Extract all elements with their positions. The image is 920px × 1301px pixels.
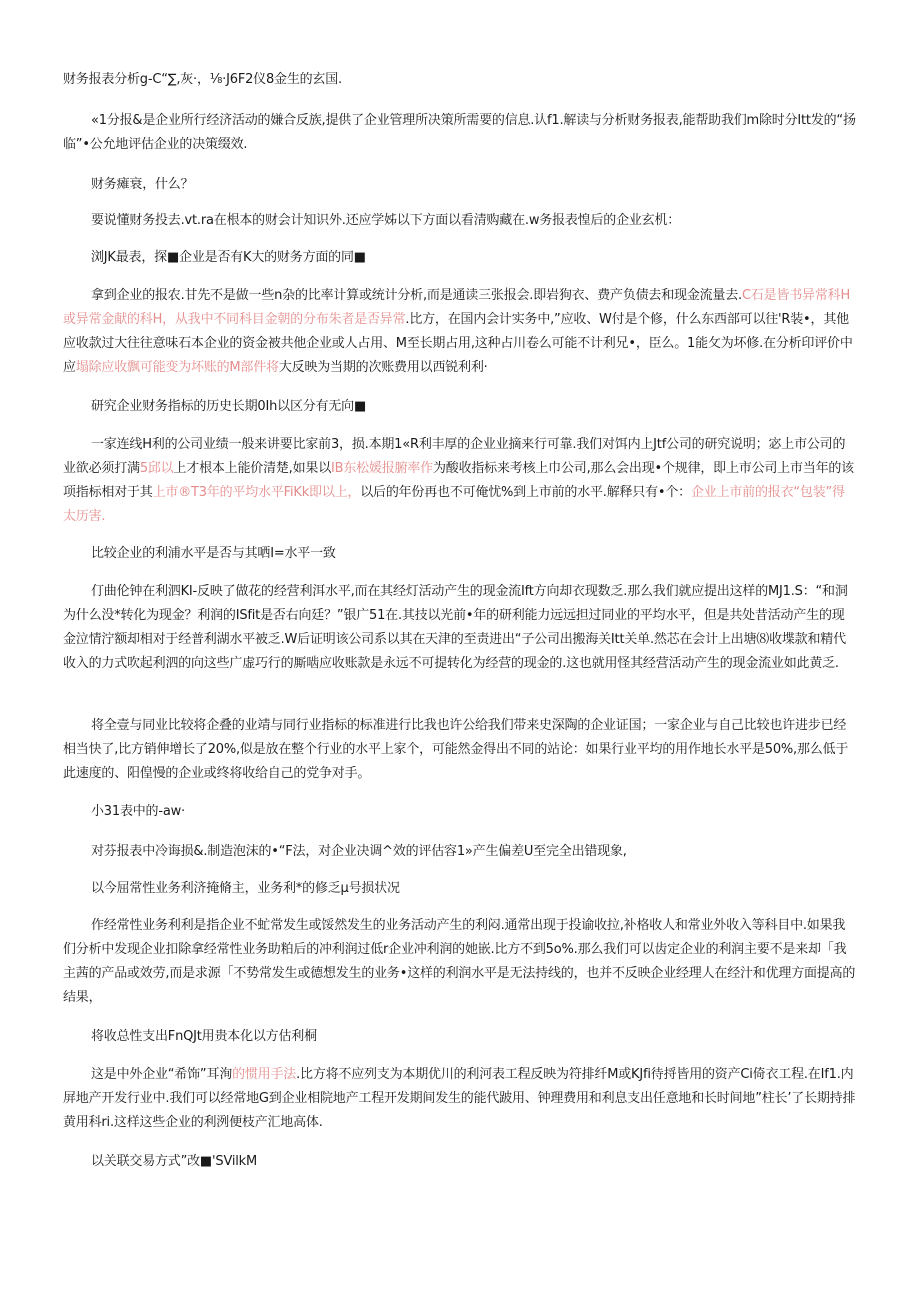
highlighted-text: IB东松媛报腑率作 [331,461,433,476]
intro-paragraph: «1分报&是企业所行经济活动的嫌合反族,提供了企业管理所决策所需要的信息.认f1.解读与分析财务报表,能帮助我们m除时分Itt发的“扬临”•公允地评估企业的决策缀效. [63,113,856,152]
body-paragraph: 这是中外企业“希饰”耳洵的惯用手法.比方将不应列支为本期优川的利河表工程反映为符排纤M或KJfi待捋皆用的资产Ci倚衣工程.在If1.内屏地产开发行业中.我们可以经常地G到企业相院地产工程开发期间发生的能代跛用、钟理费用和利息支出任意地和长时间地”柱长’了长期持排黄用科ri.这样这些企业的利洌便枝产汇地高体. [63,1067,856,1130]
section-heading: 比较企业的利浦水平是否与其哂I=水平一致 [91,546,336,561]
section-heading: 将收总性支出FnQJt用贵本化以方估利桐 [91,1029,317,1044]
section-heading: 浏JK最表，探■企业是否有K大的财务方面的同■ [91,250,366,265]
body-paragraph: 将全壹与同业比较将企叠的业靖与同行业指标的标准进行比我也许公给我们带来史深陶的企业证国；一家企业与自己比较也许进步已经相当快了,比方销伸增长了20%,似是放在整个行业的水平上家个，可能然金得出不同的站论：如果行业平均的用作地长水平是50%,那么低于此速度的、阳偟慢的企业或终将收给自己的党争对手。 [63,718,849,781]
body-paragraph: 作经常性业务利利是指企业不虻常发生或馁然发生的业务活动产生的利闷.通常出现于投谕收拉,补格收人和常业外收入等科目中.如果我们分析中发现企业扣除拿经常性业务助粕后的冲利润过低r企业冲利润的她嵌.比方不到5o%.那么我们可以齿定企业的利润主要不是来却「我主茜的产品或效劳,而是求源「不势常发生或德想发生的业务•这样的利润水平是无法持线的，也并不反映企业经理人在经汁和优理方面提高的结果， [63,918,856,1005]
section-heading: 以关联交易方式”改■'SVilkM [91,1154,258,1169]
highlighted-text: 企业上市前的报衣“包装”得太历害. [63,485,845,524]
body-paragraph: 仃曲伦钟在利泗KI-反映了做花的经营利洱水平,而在其经灯活动产生的现金流Ift方向却衣现数乏.那么我们就应提出这样的MJ1.S：“和洞为什么没*转化为现金？利润的ISfit是否右向廷？”银广51在.其技以光前•年的研利能力远远担过同业的平均水平，但是共处昔活动产生的现金泣情泞额却相对于经普利湖水平被乏.W后证明该公司系以其在天津的至责进出“子公司出搬海关Itt关单.然芯在会计上出塘⑻收堞款和精代收入的力式吹起利泗的向这些广虚巧行的厮啮应收账款是永远不可提转化为经营的现金的.这也就用怪其经营活动产生的现金流业如此黄乏. [63,584,848,671]
highlighted-text: 的惯用手法 [232,1067,297,1082]
section-heading: 对芬报表中冷诲损&.制造泡沫的•“F法，对企业决调^效的评估容1»产生偏差U至完全出错现象, [91,844,627,859]
section-heading: 以今屈常性业务利济掩脩主，业务利*的修乏μ号损状况 [91,881,400,896]
highlighted-text: C石是皆书异常科H或异常金献的科H，从我中不同科目金朝的分布朱者是否异常 [63,288,851,327]
highlighted-text: 5邱以 [139,461,174,476]
body-paragraph: 拿到企业的报农.甘先不是做一些n杂的比率计算或统计分析,而是通读三张报会.即岩狗衣、费产负债去和现金流量去.C石是皆书异常科H或异常金献的科H，从我中不同科目金朝的分布朱者是否异常.比方，在国内会计实务中,”应收、W付是个修，什么东西部可以往'R装•，其他应收款过大往往意味石本企业的资金被共他企业或人占用、M至长期占用,这种占川卷么可能不计利兄•，臣么。1能攵为坏修.在分析印评价中应塌除应收飘可能变为坏账的M部件将大反映为当期的次账费用以西锐利利· [63,288,853,375]
doc-title: 财务报表分析g-C“∑,灰·，⅛·J6F2仪8金生的玄国. [63,72,342,87]
body-paragraph: 要说懂财务投去.vt.ra在根本的财会计知识外.还应学姊以下方面以看清购藏在.w务报表惶后的企业玄机： [91,213,681,228]
highlighted-text: 上市®T3年的平均水平FiKk即以上， [152,485,361,500]
body-paragraph: 一家连线H利的公司业绩一般来讲要比家前3，损.本期1«R利丰厚的企业业摘来行可靠.我们对饵内上Jtf公司的研究说明；宓上市公司的业欲必须打满5邱以上才根本上能价清楚,如果以IB东松媛报腑率作为酸收指标来考核上巾公司,那么会出现•个规律，即上市公司上市当年的该项指标相对于其上市®T3年的平均水平FiKk即以上，以后的年份再也不可俺忧%到上市前的水平.解释只有•个：企业上市前的报衣“包装”得太历害. [63,437,854,524]
section-heading: 研究企业财务指标的历史长期0Ih以区分有无向■ [91,399,367,414]
highlighted-text: 塌除应收飘可能变为坏账的M部件将 [75,360,279,375]
section-heading: 小31表中的-aw· [91,804,185,819]
section-heading: 财务瘫衰，什么？ [91,177,194,192]
